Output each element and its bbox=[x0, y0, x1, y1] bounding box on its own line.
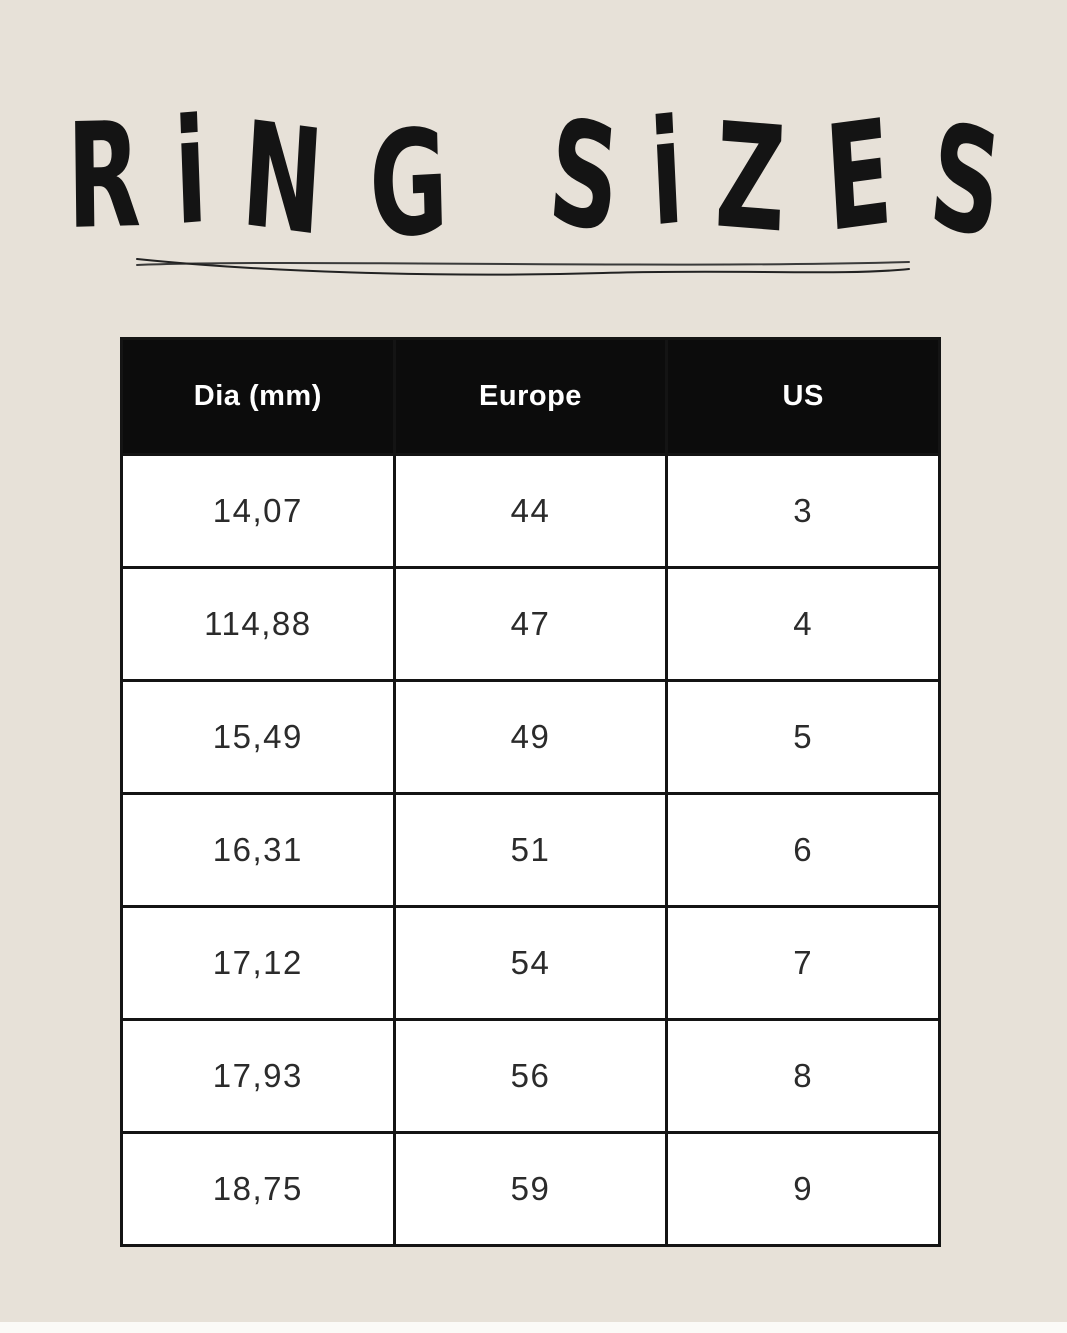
table-cell: 15,49 bbox=[122, 681, 395, 794]
table-row bbox=[122, 455, 940, 568]
table-cell: 14,07 bbox=[122, 455, 395, 568]
column-header-europe: Europe bbox=[394, 339, 667, 455]
table-row bbox=[122, 1133, 940, 1246]
table-cell: 49 bbox=[394, 681, 667, 794]
table-header-row bbox=[122, 339, 940, 455]
title-letter: S bbox=[543, 86, 626, 267]
table-cell: 114,88 bbox=[122, 568, 395, 681]
table-row bbox=[122, 568, 940, 681]
table-head bbox=[122, 339, 940, 455]
title-letter: E bbox=[821, 88, 897, 265]
table-cell: 18,75 bbox=[122, 1133, 395, 1246]
table-container bbox=[120, 337, 941, 1247]
ring-sizes-table bbox=[120, 337, 941, 1247]
table-cell: 7 bbox=[667, 907, 940, 1020]
table-cell: 44 bbox=[394, 455, 667, 568]
title-letter: Z bbox=[713, 91, 789, 266]
page-title bbox=[0, 86, 1067, 274]
table-cell: 3 bbox=[667, 455, 940, 568]
table-cell: 17,12 bbox=[122, 907, 395, 1020]
title-underline-squiggle bbox=[133, 250, 913, 286]
table-cell: 51 bbox=[394, 794, 667, 907]
table-body bbox=[122, 455, 940, 1246]
table-cell: 54 bbox=[394, 907, 667, 1020]
column-header-us: US bbox=[667, 339, 940, 455]
bottom-edge-strip bbox=[0, 1322, 1067, 1333]
table-cell: 9 bbox=[667, 1133, 940, 1246]
table-cell: 6 bbox=[667, 794, 940, 907]
title-letter: S bbox=[923, 89, 1009, 274]
column-header-dia-mm: Dia (mm) bbox=[122, 339, 395, 455]
table-cell: 47 bbox=[394, 568, 667, 681]
table-row bbox=[122, 681, 940, 794]
table-cell: 56 bbox=[394, 1020, 667, 1133]
table-row bbox=[122, 1020, 940, 1133]
title-letter: i bbox=[646, 87, 688, 260]
table-row bbox=[122, 794, 940, 907]
title-letter: i bbox=[171, 86, 210, 259]
title-letter: R bbox=[66, 91, 142, 262]
table-cell: 59 bbox=[394, 1133, 667, 1246]
title-letter: G bbox=[367, 97, 450, 272]
table-cell: 8 bbox=[667, 1020, 940, 1133]
table-cell: 4 bbox=[667, 568, 940, 681]
table-row bbox=[122, 907, 940, 1020]
table-cell: 17,93 bbox=[122, 1020, 395, 1133]
table-cell: 16,31 bbox=[122, 794, 395, 907]
table-cell: 5 bbox=[667, 681, 940, 794]
title-letter: N bbox=[237, 90, 327, 269]
